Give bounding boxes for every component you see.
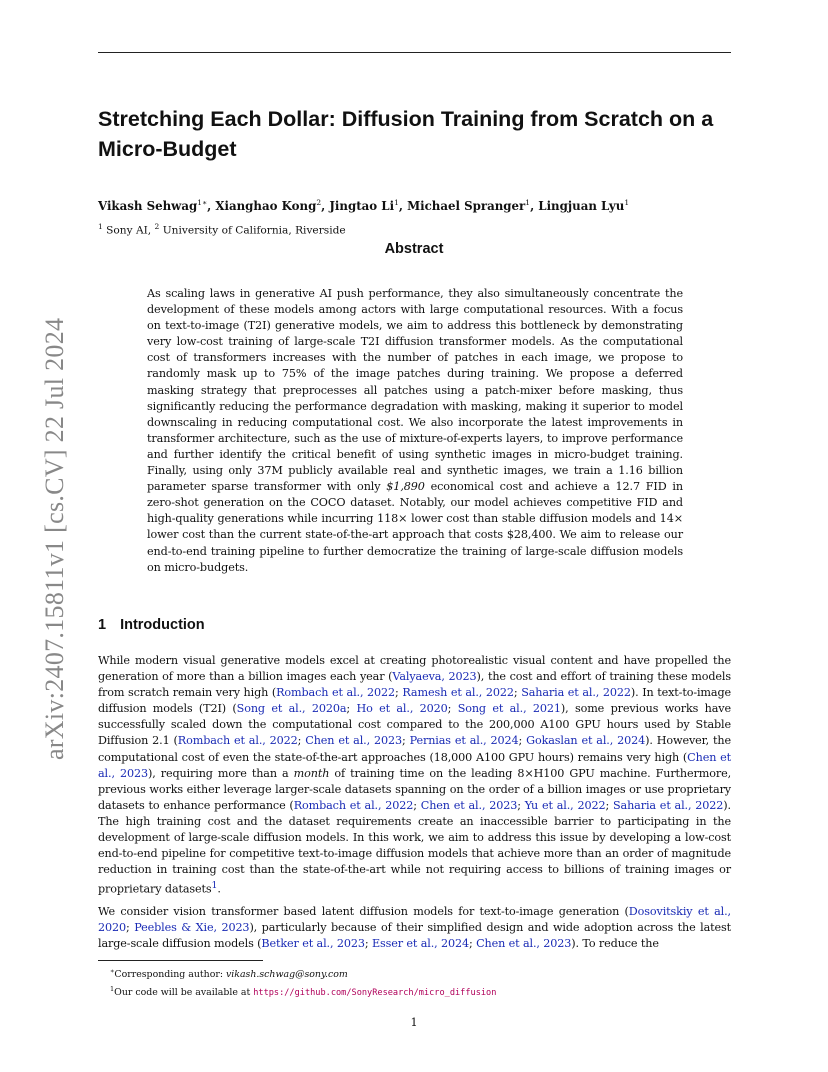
citation-link[interactable]: Betker et al., 2023 [261,937,365,951]
footnote-corresponding: ∗Corresponding author: vikash.schwag@sony.com [110,967,348,981]
arxiv-stamp: arXiv:2407.15811v1 [cs.CV] 22 Jul 2024 [40,317,69,760]
section-heading [98,617,205,633]
citation-link[interactable]: Saharia et al., 2022 [612,798,724,812]
code-url-link[interactable]: https://github.com/SonyResearch/micro_diffusion [253,988,497,999]
citation-link[interactable]: Ho et al., 2020 [356,702,448,716]
footnotes [110,964,496,1000]
body-text-run: We consider vision transformer based latent diffusion models for text-to-image generation ( [98,905,629,918]
author: Michael Spranger$^1$ [407,198,531,213]
author: Lingjuan Lyu$^1$ [538,198,630,213]
author-list: Vikash Sehwag$^{1∗}$, Xianghao Kong$^2$, Jingtao Li$^1$, Michael Spranger$^1$, Lingjuan Lyu$^1$ [98,198,630,213]
citation-link[interactable]: Rombach et al., 2022 [276,686,396,700]
section-title: Introduction [120,617,205,633]
body-text-run: While modern visual generative models excel at creating photorealistic visual content and have propelled the generation of more than a billion images each year ( [98,654,731,684]
body-text-run: ; [413,798,421,812]
body-text-run: ; [605,798,613,812]
footnote-rule [98,960,263,961]
citation-link[interactable]: Rombach et al., 2022 [177,734,298,748]
footnote-ref[interactable]: 1 [211,880,218,892]
citation-link[interactable]: Chen et al., 2023 [98,750,731,780]
body-text-run: ), particularly because of their simplified design and wide adoption across the latest large-scale diffusion models ( [98,921,731,951]
top-rule [98,52,731,53]
paper-title: Stretching Each Dollar: Diffusion Training from Scratch on a Micro-Budget [98,107,714,161]
intro-paragraph-1 [98,653,731,898]
body-text-run: ; [469,937,477,951]
citation-link[interactable]: Rombach et al., 2022 [293,798,414,812]
abstract-text: As scaling laws in generative AI push performance, they also simultaneously concentrate the development of these models among actors with large computational resources. With a focus on text-to-image (T2I) generative models, we aim to address this bottleneck by demonstrating very low-cost training of large-scale T2I diffusion transformer models. As the computational cost of transformers increases with the number of patches in each image, we propose to randomly mask up to 75% of the image patches during training. We propose a deferred masking strategy that preprocesses all patches using a patch-mixer before masking, thus significantly reducing the performance degradation with masking, making it superior to model downscaling in reducing computational cost. We also incorporate the latest improvements in transformer architecture, such as the use of mixture-of-experts layers, to improve performance and further identify the critical benefit of using synthetic images in micro-budget training. Finally, using only 37M publicly available real and synthetic images, we train a 1.16 billion parameter sparse transformer with only $1,890 economical cost and achieve a 12.7 FID in zero-shot generation on the COCO dataset. Notably, our model achieves competitive FID and high-quality generations while incurring 118× lower cost than stable diffusion models and 14× lower cost than the current state-of-the-art approach that costs $28,400. We aim to release our end-to-end training pipeline to further democratize the training of large-scale diffusion models on micro-budgets. [147,287,683,574]
citation-link[interactable]: Saharia et al., 2022 [521,686,631,700]
abstract-heading: Abstract [384,241,444,257]
body-text-run: ). The high training cost and the dataset requirements create an inaccessible barrier to participating in the development of large-scale diffusion models. In this work, we aim to address this issue by developing a low-cost end-to-end pipeline for competitive text-to-image diffusion models that achieve more than an order of magnitude reduction in training cost than the state-of-the-art while not requiring access to billions of training images or proprietary datasets [98,798,731,897]
citation-link[interactable]: Dosovitskiy et al., 2020 [98,905,731,935]
body-text-run: ). In text-to-image diffusion models (T2I) ( [98,686,732,716]
author: Xianghao Kong$^2$ [215,198,322,213]
body-text-run: ). However, the computational cost of even the state-of-the-art approaches (18,000 A100 GPU hours) remains very high ( [98,734,731,764]
citation-link[interactable]: Gokaslan et al., 2024 [526,734,646,748]
body-text-run: ; [297,734,306,748]
citation-link[interactable]: Chen et al., 2023 [476,937,572,951]
body-text-run: ; [447,702,458,716]
citation-link[interactable]: Chen et al., 2023 [305,734,402,748]
citation-link[interactable]: Ramesh et al., 2022 [402,686,514,700]
body-text-run: ). To reduce the [571,937,659,951]
body-text-run: ; [395,686,403,700]
author: Jingtao Li$^1$ [329,198,399,213]
citation-link[interactable]: Chen et al., 2023 [420,798,518,812]
affiliations: $^1$ Sony AI, $^2$ University of California, Riverside [98,222,346,237]
body-text-run: ; [126,921,135,935]
body-text-run: ), the cost and effort of training these models from scratch remain very high ( [98,670,731,700]
body-text-run: ), requiring more than a [147,766,294,780]
citation-link[interactable]: Pernias et al., 2024 [409,734,519,748]
section-number: 1 [98,617,107,633]
body-text-run: ; [364,937,372,951]
citation-link[interactable]: Valyaeva, 2023 [392,670,477,684]
body-text-run: ; [513,686,522,700]
citation-link[interactable]: Esser et al., 2024 [371,937,470,951]
emphasis-text: month [293,766,330,780]
body-text-run: ; [401,734,410,748]
body-text-run: ; [518,734,527,748]
citation-link[interactable]: Song et al., 2020a [236,702,347,716]
footnote-code: $^1$Our code will be available at https://github.com/SonyResearch/micro_diffusion [110,985,497,999]
corresponding-email[interactable]: vikash.schwag@sony.com [225,969,348,981]
citation-link[interactable]: Yu et al., 2022 [524,798,606,812]
body-text-run: ; [346,702,357,716]
intro-paragraph-2 [98,904,731,952]
author: Vikash Sehwag$^{1∗}$ [98,198,208,213]
body-text-run: ; [517,798,525,812]
citation-link[interactable]: Peebles & Xie, 2023 [134,921,250,935]
body-text-run: of training time on the leading 8×H100 GPU machine. Furthermore, previous works either leverage larger-scale datasets spanning on the order of a billion images or use proprietary datasets to enhance performance ( [98,766,732,812]
body-text-run: . [217,883,221,897]
body-text-run: ), some previous works have successfully scaled down the computational cost compared to the 200,000 A100 GPU hours used by Stable Diffusion 2.1 ( [98,702,732,748]
page-number: 1 [410,1016,418,1029]
citation-link[interactable]: Song et al., 2021 [457,702,561,716]
